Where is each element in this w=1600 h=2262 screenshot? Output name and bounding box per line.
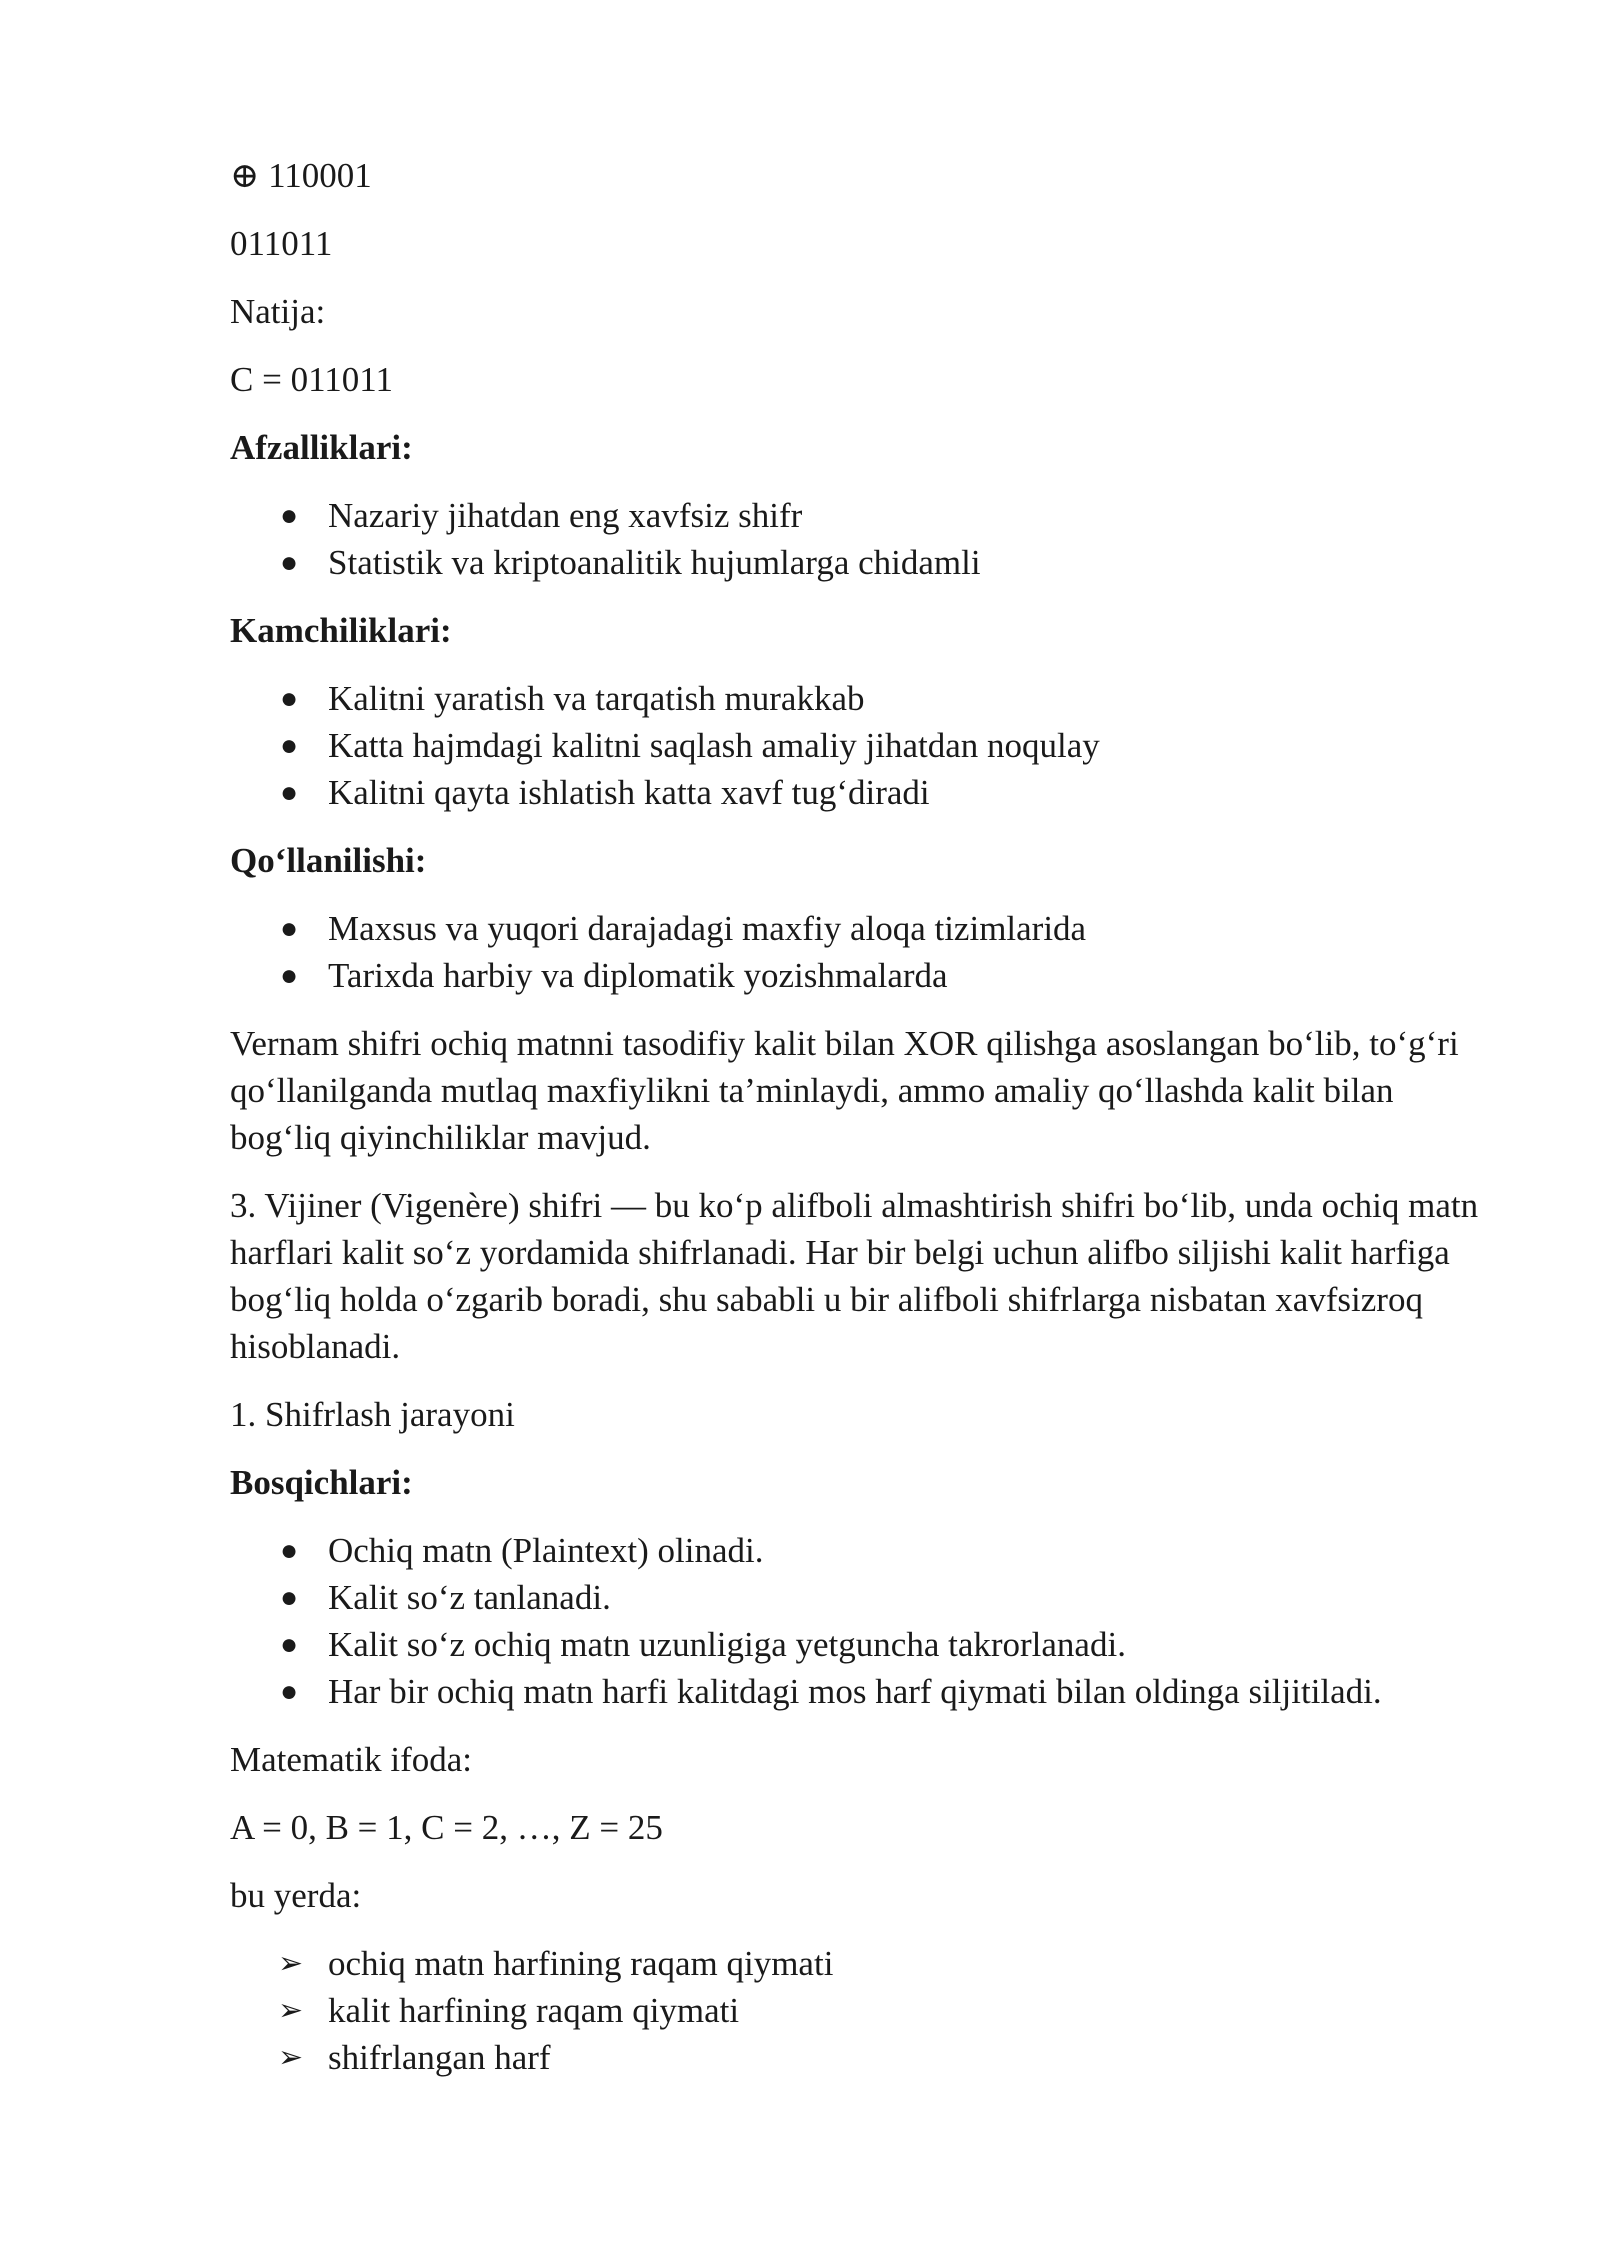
bullet-icon: ● — [280, 776, 299, 809]
bullet-icon: ● — [280, 1581, 299, 1614]
definitions-list — [230, 1940, 1490, 2081]
list-item — [230, 1987, 1490, 2034]
list-item — [230, 492, 1490, 539]
bullet-icon: ● — [280, 1534, 299, 1567]
afzalliklari-heading: Afzalliklari: — [230, 428, 413, 467]
list-item — [230, 1574, 1490, 1621]
bullet-icon: ● — [280, 682, 299, 715]
list-item-text: Statistik va kriptoanalitik hujumlarga chidamli — [328, 543, 981, 582]
list-item — [230, 2034, 1490, 2081]
document-page — [230, 152, 1490, 2102]
list-item-text: shifrlangan harf — [328, 2038, 551, 2077]
alphabet-mapping: A = 0, B = 1, C = 2, …, Z = 25 — [230, 1808, 663, 1847]
list-item — [230, 905, 1490, 952]
arrow-bullet-icon: ➢ — [278, 2040, 304, 2075]
list-item-text: ochiq matn harfining raqam qiymati — [328, 1944, 834, 1983]
qollanilishi-heading: Qo‘llanilishi: — [230, 841, 427, 880]
list-item — [230, 952, 1490, 999]
list-item-text: kalit harfining raqam qiymati — [328, 1991, 740, 2030]
list-item-text: Ochiq matn (Plaintext) olinadi. — [328, 1531, 764, 1570]
list-item-text: Tarixda harbiy va diplomatik yozishmalarda — [328, 956, 948, 995]
bullet-icon: ● — [280, 499, 299, 532]
list-item-text: Kalit so‘z ochiq matn uzunligiga yetguncha takrorlanadi. — [328, 1625, 1126, 1664]
shifrlash-section-title: 1. Shifrlash jarayoni — [230, 1395, 515, 1434]
list-item — [230, 1527, 1490, 1574]
kamchiliklari-list — [230, 675, 1490, 816]
bullet-icon: ● — [280, 729, 299, 762]
afzalliklari-list — [230, 492, 1490, 586]
list-item — [230, 539, 1490, 586]
list-item — [230, 769, 1490, 816]
list-item-text: Kalitni qayta ishlatish katta xavf tug‘diradi — [328, 773, 930, 812]
bu-yerda-label: bu yerda: — [230, 1876, 362, 1915]
list-item-text: Kalit so‘z tanlanadi. — [328, 1578, 611, 1617]
bosqichlari-heading: Bosqichlari: — [230, 1463, 413, 1502]
list-item — [230, 675, 1490, 722]
result-bits: 011011 — [230, 224, 333, 263]
list-item-text: Har bir ochiq matn harfi kalitdagi mos harf qiymati bilan oldinga siljitiladi. — [328, 1672, 1382, 1711]
list-item — [230, 1940, 1490, 1987]
xor-line: ⊕ 110001 — [230, 156, 372, 195]
matematik-ifoda-label: Matematik ifoda: — [230, 1740, 473, 1779]
list-item-text: Katta hajmdagi kalitni saqlash amaliy jihatdan noqulay — [328, 726, 1100, 765]
list-item — [230, 1621, 1490, 1668]
bosqichlari-list — [230, 1527, 1490, 1715]
list-item-text: Nazariy jihatdan eng xavfsiz shifr — [328, 496, 803, 535]
vigenere-intro-paragraph: 3. Vijiner (Vigenère) shifri — bu ko‘p alifboli almashtirish shifri bo‘lib, unda ochiq matn harflari kalit so‘z yordamida shifrlanadi. Har bir belgi uchun alifbo siljishi kalit harfiga bog‘liq holda o‘zgarib boradi, shu sababli u bir alifboli shifrlarga nisbatan xavfsizroq hisoblanadi. — [230, 1186, 1479, 1366]
natija-label: Natija: — [230, 292, 326, 331]
bullet-icon: ● — [280, 959, 299, 992]
list-item-text: Kalitni yaratish va tarqatish murakkab — [328, 679, 865, 718]
qollanilishi-list — [230, 905, 1490, 999]
arrow-bullet-icon: ➢ — [278, 1993, 304, 2028]
kamchiliklari-heading: Kamchiliklari: — [230, 611, 452, 650]
vernam-summary-paragraph: Vernam shifri ochiq matnni tasodifiy kalit bilan XOR qilishga asoslangan bo‘lib, to‘g‘ri qo‘llanilganda mutlaq maxfiylikni ta’minlaydi, ammo amaliy qo‘llashda kalit bilan bog‘liq qiyinchiliklar mavjud. — [230, 1024, 1459, 1157]
bullet-icon: ● — [280, 1628, 299, 1661]
bullet-icon: ● — [280, 546, 299, 579]
arrow-bullet-icon: ➢ — [278, 1946, 304, 1981]
list-item — [230, 722, 1490, 769]
bullet-icon: ● — [280, 912, 299, 945]
bullet-icon: ● — [280, 1675, 299, 1708]
list-item — [230, 1668, 1490, 1715]
ciphertext-result: C = 011011 — [230, 360, 393, 399]
list-item-text: Maxsus va yuqori darajadagi maxfiy aloqa tizimlarida — [328, 909, 1087, 948]
